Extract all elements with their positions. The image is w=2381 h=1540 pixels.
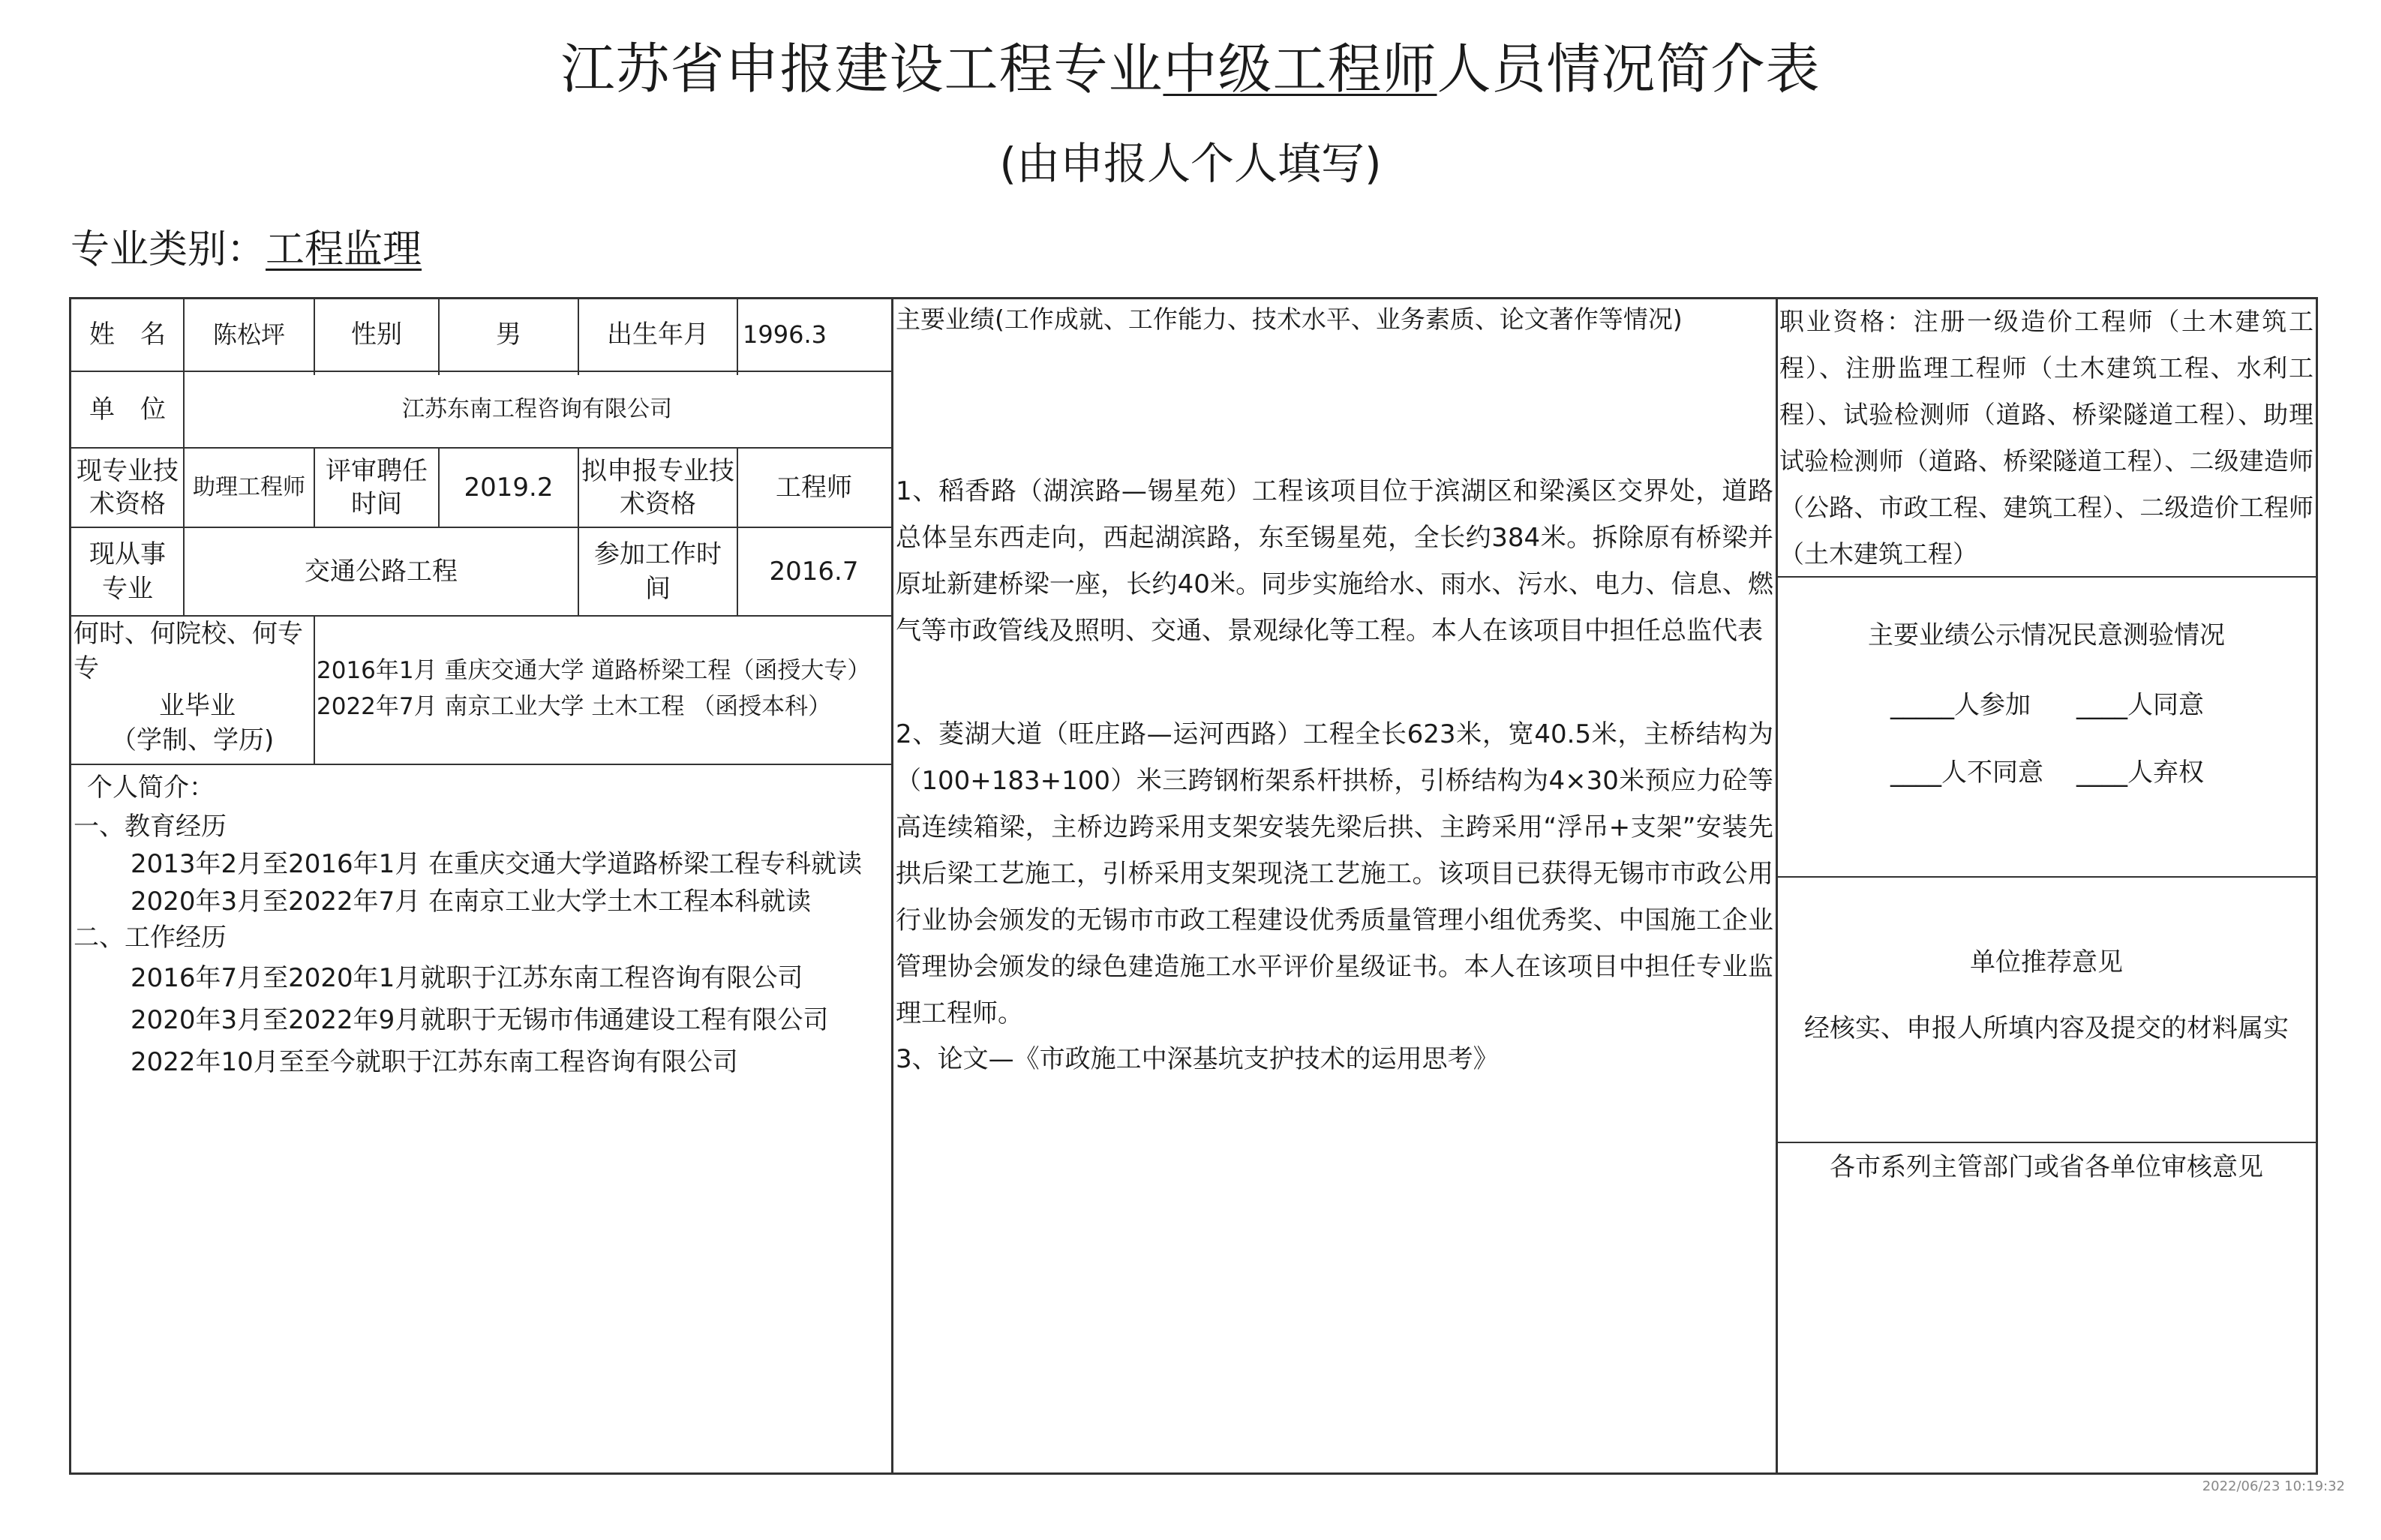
grad-label-1: 何时、何院校、何专 <box>74 619 303 649</box>
grad-line-1: 2016年1月 重庆交通大学 道路桥梁工程（函授大专） <box>317 657 871 684</box>
right-row-3 <box>1776 1142 2317 1143</box>
work-item-2: 2020年3月至2022年9月就职于无锡市伟通建设工程有限公司 <box>131 1005 829 1035</box>
qualification-text: 职业资格：注册一级造价工程师（土木建筑工程）、注册监理工程师（土木建筑工程、水利工程）、试验检测师（道路、桥梁隧道工程）、助理试验检测师（道路、桥梁隧道工程）、二级建造师（公路、市政工程、建筑工程）、二级造价工程师（土木建筑工程） <box>1779 307 2313 569</box>
category-value: 工程监理 <box>266 227 422 272</box>
category <box>71 224 422 276</box>
work-heading: 二、工作经历 <box>74 923 227 953</box>
work-start-value: 2016.7 <box>769 557 859 587</box>
apply-qual-value: 工程师 <box>776 473 852 503</box>
grad-label-1b: 专 <box>74 653 99 683</box>
major-value: 交通公路工程 <box>305 557 458 587</box>
timestamp: 2022/06/23 10:19:32 <box>2202 1478 2345 1494</box>
profile-heading: 个人简介： <box>87 773 215 803</box>
achievement-item-3: 3、论文—《市政施工中深基坑支护技术的运用思考》 <box>896 1044 1499 1074</box>
recommend-title: 单位推荐意见 <box>1970 947 2123 977</box>
birth-value: 1996.3 <box>743 320 827 349</box>
poll-title: 主要业绩公示情况民意测验情况 <box>1868 620 2225 650</box>
edu-item-2: 2020年3月至2022年7月 在南京工业大学土木工程本科就读 <box>131 887 812 917</box>
right-row-2 <box>1776 876 2317 878</box>
title-suffix: 人员情况简介表 <box>1437 38 1821 101</box>
title-level: 中级工程师 <box>1163 38 1437 101</box>
poll-disagree: ____人不同意 <box>1890 758 2043 788</box>
achievement-item-2: 2、菱湖大道（旺庄路—运河西路）工程全长623米，宽40.5米，主桥结构为（100+183+100）米三跨钢桁架系杆拱桥，引桥结构为4×30米预应力砼等高连续箱梁，主桥边跨采用支架安装先梁后拱、主跨采用“浮吊+支架”安装先拱后梁工艺施工，引桥采用支架现浇工艺施工。该项目已获得无锡市市政公用行业协会颁发的无锡市市政工程建设优秀质量管理小组优秀奖、中国施工企业管理协会颁发的绿色建造施工水平评价星级证书。本人在该项目中担任专业监理工程师。 <box>896 719 1773 1028</box>
poll-attend: _____人参加 <box>1890 690 2031 720</box>
page-subtitle: (由申报人个人填写) <box>999 138 1382 189</box>
gender-value: 男 <box>496 320 521 350</box>
major-label: 现从事专业 <box>89 539 166 604</box>
vline-e1 <box>737 297 738 375</box>
col-sep-1 <box>891 297 893 1475</box>
border-right <box>2316 297 2318 1475</box>
grad-label-3: （学制、学历) <box>111 725 275 755</box>
unit-label: 单 位 <box>89 395 166 425</box>
work-item-1: 2016年7月至2020年1月就职于江苏东南工程咨询有限公司 <box>131 963 803 993</box>
gender-label: 性别 <box>351 320 402 350</box>
border-bottom <box>69 1472 2318 1475</box>
appoint-value: 2019.2 <box>464 473 554 503</box>
poll-agree: ____人同意 <box>2076 690 2204 720</box>
name-value: 陈松坪 <box>212 320 285 349</box>
edu-item-1: 2013年2月至2016年1月 在重庆交通大学道路桥梁工程专科就读 <box>131 849 863 879</box>
category-label: 专业类别： <box>71 227 266 272</box>
vline-b3 <box>314 615 315 765</box>
name-label: 姓 名 <box>89 320 166 350</box>
review-title: 各市系列主管部门或省各单位审核意见 <box>1830 1152 2263 1182</box>
edu-heading: 一、教育经历 <box>74 812 227 842</box>
appoint-label: 评审聘任时间 <box>326 456 428 519</box>
row-line-5 <box>69 764 893 765</box>
achievement-item-1: 1、稻香路（湖滨路—锡星苑）工程该项目位于滨湖区和梁溪区交界处，道路总体呈东西走向，西起湖滨路，东至锡星苑，全长约384米。拆除原有桥梁并原址新建桥梁一座，长约40米。同步实施给水、雨水、污水、电力、信息、燃气等市政管线及照明、交通、景观绿化等工程。本人在该项目中担任总监代表 <box>896 476 1773 646</box>
unit-value: 江苏东南工程咨询有限公司 <box>402 396 672 422</box>
current-qual-value: 助理工程师 <box>193 474 305 500</box>
title-prefix: 江苏省申报建设工程专业 <box>560 38 1163 101</box>
current-qual-label: 现专业技术资格 <box>77 456 179 519</box>
poll-abstain: ____人弃权 <box>2076 758 2204 788</box>
page-title <box>0 33 2381 105</box>
recommend-text: 经核实、申报人所填内容及提交的材料属实 <box>1804 1013 2289 1043</box>
grad-label-2: 业毕业 <box>159 691 236 721</box>
border-left <box>69 297 71 1475</box>
work-item-3: 2022年10月至至今就职于江苏东南工程咨询有限公司 <box>131 1047 738 1077</box>
apply-qual-label: 拟申报专业技术资格 <box>581 456 734 519</box>
col-sep-2 <box>1776 297 1778 1475</box>
birth-label: 出生年月 <box>607 320 709 350</box>
achievements-heading: 主要业绩(工作成就、工作能力、技术水平、业务素质、论文著作等情况) <box>896 305 1683 334</box>
grad-line-2: 2022年7月 南京工业大学 土木工程 （函授本科） <box>317 693 832 720</box>
work-start-label: 参加工作时间 <box>594 539 722 604</box>
